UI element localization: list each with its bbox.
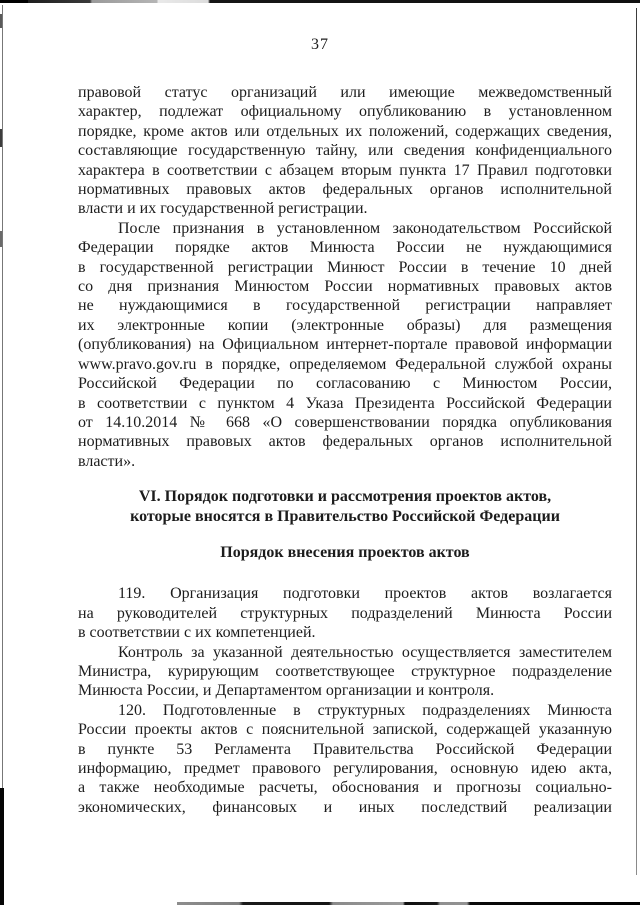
text-line: нормативных правовых актов федеральных органов исполнительной xyxy=(78,433,612,451)
text-line: в пункте 53 Регламента Правительства Российской Федерации xyxy=(78,740,612,758)
subsection-heading: Порядок внесения проектов актов xyxy=(220,543,470,561)
text-line: порядке, кроме актов или отдельных их положений, содержащих сведения, xyxy=(78,122,612,140)
text-line: России проекты актов с пояснительной запиской, содержащей указанную xyxy=(78,721,612,739)
scan-edge-left-bar xyxy=(0,788,4,905)
paragraph xyxy=(78,701,612,817)
text-line: нормативных правовых актов федеральных органов исполнительной xyxy=(78,181,612,199)
page-number: 37 xyxy=(311,36,329,53)
text-line: власти и их государственной регистрации. xyxy=(78,200,368,218)
text-line: После признания в установленном законодательством Российской xyxy=(118,219,612,237)
scan-edge-left-dash xyxy=(0,231,2,247)
text-line: в соответствии с пунктом 4 Указа Президента Российской Федерации xyxy=(78,394,612,412)
text-line: их электронные копии (электронные образы) для размещения xyxy=(78,316,612,334)
text-line: Министра, курирующим соответствующее структурное подразделение xyxy=(78,662,612,680)
text-line: в соответствии с их компетенцией. xyxy=(78,624,316,642)
text-line: со дня признания Минюстом России нормативных правовых актов xyxy=(78,278,612,296)
text-line: а также необходимые расчеты, обоснования и прогнозы социально- xyxy=(78,779,612,797)
text-line: характера в соответствии с абзацем вторым пункта 17 Правил подготовки xyxy=(78,161,612,179)
paragraph xyxy=(78,83,612,219)
paragraph xyxy=(78,643,612,701)
text-line: экономических, финансовых и иных последствий реализации xyxy=(78,798,612,816)
text-line: в государственной регистрации Минюст России в течение 10 дней xyxy=(78,258,612,276)
paragraph xyxy=(78,219,612,471)
paragraph xyxy=(78,584,612,642)
text-line: на руководителей структурных подразделений Минюста России xyxy=(78,604,612,622)
scan-edge-left-dash xyxy=(0,14,2,28)
text-line: www.pravo.gov.ru в порядке, определяемом Федеральной службой охраны xyxy=(78,355,612,373)
section-heading xyxy=(78,487,612,526)
text-line: Контроль за указанной деятельностью осуществляется заместителем xyxy=(118,643,612,661)
scan-edge-left-line xyxy=(2,5,3,788)
page-body xyxy=(78,83,612,817)
text-line: составляющие государственную тайну, или сведения конфиденциального xyxy=(78,142,612,160)
text-line: Минюста России, и Департаментом организации и контроля. xyxy=(78,682,495,700)
text-line: (опубликования) на Официальном интернет-портале правовой информации xyxy=(78,336,612,354)
text-line: не нуждающимися в государственной регистрации направляет xyxy=(78,297,612,315)
text-line: 119. Организация подготовки проектов актов возлагается xyxy=(118,585,612,603)
text-line: Российской Федерации по согласованию с Минюстом России, xyxy=(78,375,612,393)
scan-edge-right-line xyxy=(636,8,637,875)
text-line: правовой статус организаций или имеющие межведомственный xyxy=(78,84,612,101)
text-line: власти». xyxy=(78,452,136,470)
section-heading-line: которые вносятся в Правительство Российской Федерации xyxy=(130,507,560,525)
text-line: от 14.10.2014 № 668 «О совершенствовании порядка опубликования xyxy=(78,413,612,431)
scan-edge-top xyxy=(0,0,640,3)
text-line: Федерации порядке актов Минюста России не нуждающимися xyxy=(78,239,612,257)
text-line: 120. Подготовленные в структурных подразделениях Минюста xyxy=(118,701,612,719)
text-line: характер, подлежат официальному опубликованию в установленном xyxy=(78,103,612,121)
section-heading-line: VI. Порядок подготовки и рассмотрения проектов актов, xyxy=(138,488,552,506)
scan-edge-left-dash xyxy=(0,129,2,147)
text-line: информацию, предмет правового регулирования, основную идею акта, xyxy=(78,760,612,777)
